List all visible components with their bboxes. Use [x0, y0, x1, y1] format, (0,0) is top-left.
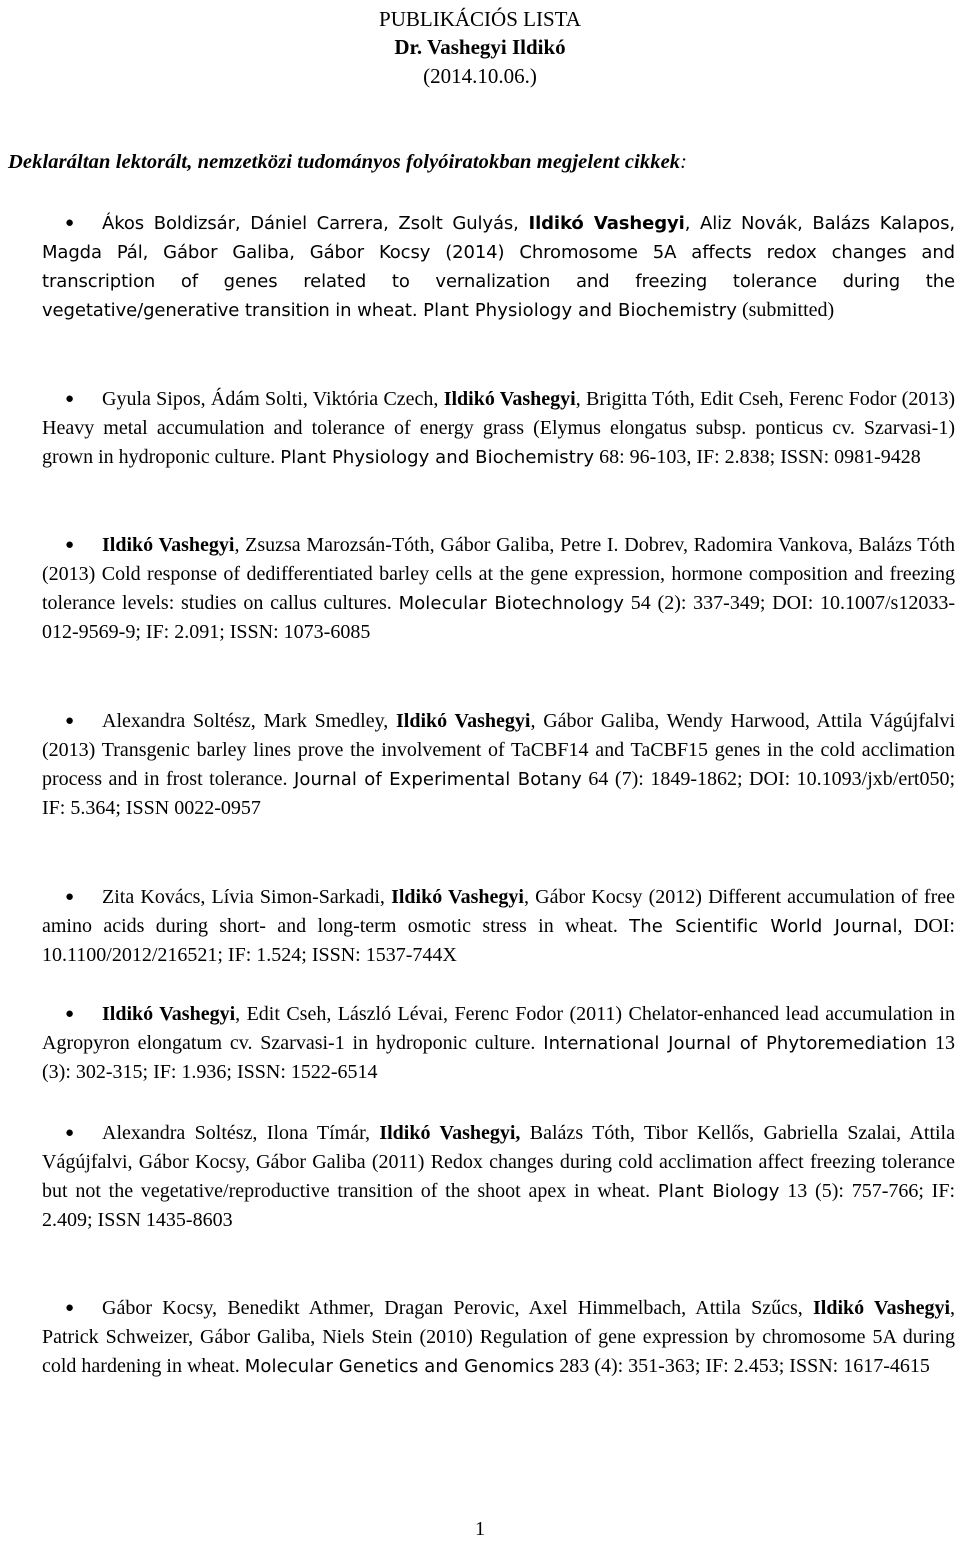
- publication-entry: [42, 531, 955, 647]
- highlighted-author: Ildikó Vashegyi: [443, 388, 576, 410]
- highlighted-author: Ildikó Vashegyi: [396, 710, 531, 732]
- publication-details: (submitted): [736, 299, 835, 321]
- publication-entry: [42, 385, 955, 472]
- authors-after: , Aliz Novák, Balázs Kalapos, Magda Pál, Gábor Galiba, Gábor Kocsy (2014) Chromosome 5A affects redox changes and transcription of genes related to vernalization and freezing tolerance during the vegetative/generative transition in wheat.: [42, 213, 955, 321]
- highlighted-author: Ildikó Vashegyi: [391, 886, 524, 908]
- publication-text: [42, 1122, 955, 1231]
- highlighted-author: Ildikó Vashegyi: [102, 534, 235, 556]
- authors-after: , Brigitta Tóth, Edit Cseh, Ferenc Fodor (2013) Heavy metal accumulation and tolerance of energy grass (Elymus elongatus subsp. ponticus cv. Szarvasi-1) grown in hydroponic culture.: [42, 388, 955, 468]
- publication-details: 283 (4): 351-363; IF: 2.453; ISSN: 1617-4615: [554, 1355, 930, 1377]
- authors-before: Gyula Sipos, Ádám Solti, Viktória Czech,: [102, 388, 444, 410]
- publication-entry: [42, 1294, 955, 1381]
- highlighted-author: Ildikó Vashegyi,: [379, 1122, 521, 1144]
- publication-text: [42, 1297, 955, 1377]
- document-title: PUBLIKÁCIÓS LISTA: [379, 7, 581, 31]
- authors-after: , Edit Cseh, László Lévai, Ferenc Fodor (2011) Chelator-enhanced lead accumulation in Agropyron elongatum cv. Szarvasi-1 in hydroponic culture.: [42, 1003, 955, 1054]
- section-heading-text: Deklaráltan lektorált, nemzetközi tudományos folyóiratokban megjelent cikkek: [8, 151, 681, 173]
- authors-after: , Zsuzsa Marozsán-Tóth, Gábor Galiba, Petre I. Dobrev, Radomira Vankova, Balázs Tóth (2013) Cold response of dedifferentiated barley cells at the gene expression, hormone composition and freezing tolerance levels: studies on callus cultures.: [42, 534, 955, 614]
- publication-details: 68: 96-103, IF: 2.838; ISSN: 0981-9428: [594, 446, 921, 468]
- authors-before: Alexandra Soltész, Ilona Tímár,: [102, 1122, 380, 1144]
- publication-text: [42, 534, 955, 643]
- authors-before: Alexandra Soltész, Mark Smedley,: [102, 710, 397, 732]
- journal-name: Plant Physiology and Biochemistry: [280, 447, 595, 468]
- publication-details: 64 (7): 1849-1862; DOI: 10.1093/jxb/ert050; IF: 5.364; ISSN 0022-0957: [42, 768, 956, 819]
- publication-text: [42, 886, 955, 966]
- section-heading-colon: :: [680, 151, 688, 173]
- authors-after: , Gábor Galiba, Wendy Harwood, Attila Vágújfalvi (2013) Transgenic barley lines prove the involvement of TaCBF14 and TaCBF15 genes in the cold acclimation process and in frost tolerance.: [42, 710, 955, 790]
- section-heading: [8, 151, 687, 174]
- journal-name: Molecular Genetics and Genomics: [244, 1356, 555, 1377]
- authors-before: Ákos Boldizsár, Dániel Carrera, Zsolt Gulyás,: [102, 213, 529, 234]
- publication-details: 13 (5): 757-766; IF: 2.409; ISSN 1435-8603: [42, 1180, 956, 1231]
- bullet-icon: ●: [65, 713, 75, 729]
- publication-details: 13 (3): 302-315; IF: 1.936; ISSN: 1522-6514: [42, 1032, 955, 1083]
- authors-after: , Gábor Kocsy (2012) Different accumulation of free amino acids during short- and long-term osmotic stress in wheat.: [42, 886, 955, 937]
- publication-text: [42, 388, 955, 468]
- publication-text: [42, 710, 955, 819]
- highlighted-author: Ildikó Vashegyi: [813, 1297, 950, 1319]
- authors-after: Balázs Tóth, Tibor Kellős, Gabriella Szalai, Attila Vágújfalvi, Gábor Kocsy, Gábor Galiba (2011) Redox changes during cold acclimation affect freezing tolerance but not the vegetative/reproductive transition of the shoot apex in wheat.: [42, 1122, 955, 1202]
- bullet-icon: ●: [65, 1006, 75, 1022]
- bullet-icon: ●: [65, 391, 75, 407]
- highlighted-author: Ildikó Vashegyi: [102, 1003, 236, 1025]
- publication-text: [42, 212, 955, 321]
- publication-entry: [42, 209, 955, 325]
- journal-name: International Journal of Phytoremediation: [543, 1033, 928, 1054]
- publication-entry: [42, 1119, 955, 1235]
- bullet-icon: ●: [65, 1300, 75, 1316]
- publication-text: [42, 1003, 955, 1083]
- publication-details: 54 (2): 337-349; DOI: 10.1007/s12033-012-9569-9; IF: 2.091; ISSN: 1073-6085: [42, 592, 956, 643]
- author-name: Dr. Vashegyi Ildikó: [394, 35, 566, 59]
- authors-before: Gábor Kocsy, Benedikt Athmer, Dragan Perovic, Axel Himmelbach, Attila Szűcs,: [102, 1297, 813, 1319]
- document-date: (2014.10.06.): [423, 64, 537, 88]
- publication-entry: [42, 883, 955, 970]
- authors-after: , Patrick Schweizer, Gábor Galiba, Niels Stein (2010) Regulation of gene expression by chromosome 5A during cold hardening in wheat.: [42, 1297, 955, 1377]
- publication-details: , DOI: 10.1100/2012/216521; IF: 1.524; ISSN: 1537-744X: [42, 915, 955, 966]
- journal-name: Plant Physiology and Biochemistry: [423, 300, 737, 321]
- journal-name: Journal of Experimental Botany: [293, 769, 582, 790]
- authors-before: Zita Kovács, Lívia Simon-Sarkadi,: [102, 886, 392, 908]
- publication-entry: [42, 1000, 955, 1087]
- bullet-icon: ●: [65, 1125, 75, 1141]
- bullet-icon: ●: [65, 889, 75, 905]
- bullet-icon: ●: [65, 215, 75, 231]
- highlighted-author: Ildikó Vashegyi: [528, 213, 685, 234]
- page-number: 1: [475, 1518, 485, 1540]
- journal-name: Molecular Biotechnology: [398, 593, 625, 614]
- publication-entry: [42, 707, 955, 823]
- journal-name: Plant Biology: [657, 1181, 780, 1202]
- bullet-icon: ●: [65, 537, 75, 553]
- journal-name: The Scientific World Journal: [629, 916, 898, 937]
